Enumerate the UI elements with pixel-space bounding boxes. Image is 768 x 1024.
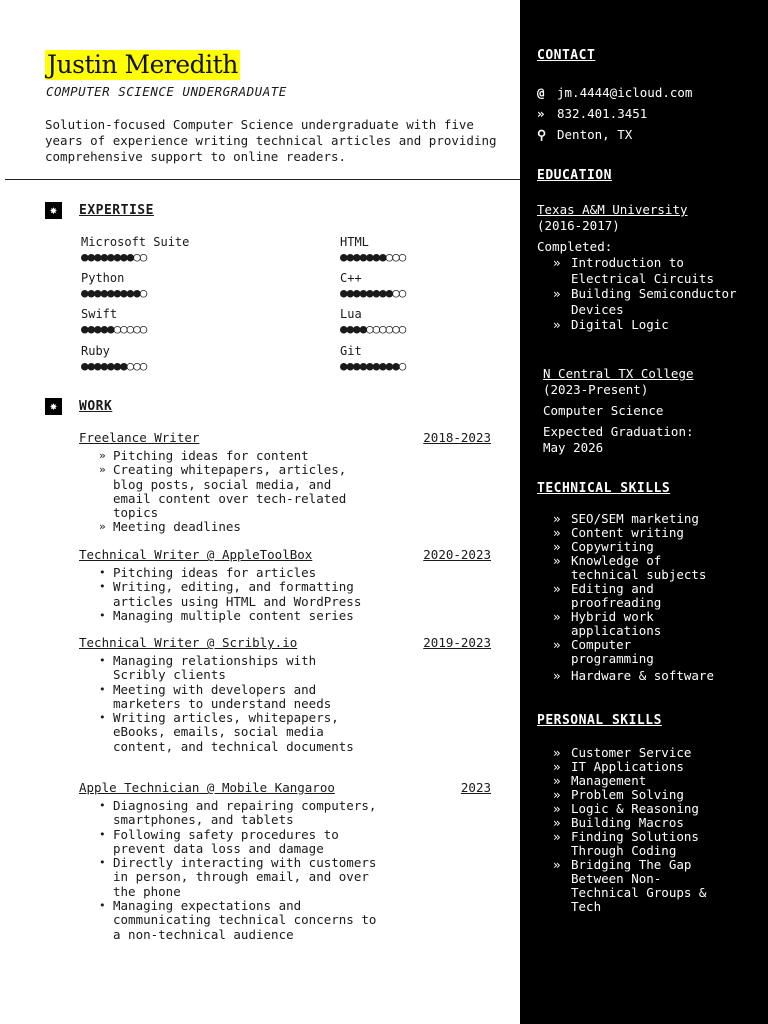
list-item: » Digital Logic [553, 317, 743, 333]
job-entry [79, 430, 491, 535]
list-item: » SEO/SEM marketing [553, 512, 763, 526]
list-item: » Introduction to Electrical Circuits [553, 255, 743, 286]
skill-rating: ●●●●●○○○○○ [81, 321, 147, 336]
list-item: » Computer programming [553, 638, 681, 666]
job-title: Technical Writer @ Scribly.io [79, 635, 298, 650]
list-item: • Meeting with developers and marketers to understand needs [99, 683, 374, 712]
list-item: » Pitching ideas for content [99, 449, 369, 463]
skill-item [340, 344, 405, 373]
expertise-heading: EXPERTISE [79, 203, 154, 218]
personal-skills-heading: PERSONAL SKILLS [537, 713, 662, 728]
job-entry [79, 635, 491, 754]
skill-label: Git [340, 344, 362, 358]
list-item: • Writing, editing, and formatting articles using HTML and WordPress [99, 580, 389, 609]
at-icon: @ [537, 85, 545, 100]
skill-label: Ruby [81, 344, 110, 358]
list-item: • Managing multiple content series [99, 609, 389, 623]
skill-label: Swift [81, 307, 118, 321]
list-item: » Management [553, 774, 763, 788]
list-item: • Pitching ideas for articles [99, 566, 389, 580]
skill-rating: ●●●●●●●●○○ [340, 285, 406, 300]
job-dates: 2019-2023 [423, 635, 491, 650]
personal-skills-list [553, 746, 763, 914]
list-item: • Managing expectations and communicating technical concerns to a non-technical audience [99, 899, 389, 942]
candidate-name: Justin Meredith [47, 50, 238, 79]
job-title: Technical Writer @ AppleToolBox [79, 547, 313, 562]
asterisk-icon: ✸ [45, 398, 62, 415]
list-item: • Writing articles, whitepapers, eBooks, emails, social media content, and technical documents [99, 711, 374, 754]
list-item: » Editing and proofreading [553, 582, 681, 610]
list-item: » Hybrid work applications [553, 610, 681, 638]
skill-label: C++ [340, 271, 362, 285]
list-item: » Bridging The Gap Between Non-Technical Groups & Tech [553, 858, 721, 914]
school-dates: (2023-Present) [543, 382, 649, 397]
skill-item [81, 307, 146, 336]
list-item: » Meeting deadlines [99, 520, 369, 534]
skill-label: Microsoft Suite [81, 235, 190, 249]
job-dates: 2020-2023 [423, 547, 491, 562]
job-entry [79, 780, 491, 942]
list-item: • Following safety procedures to prevent data loss and damage [99, 828, 389, 857]
education-heading: EDUCATION [537, 168, 612, 183]
school-name: Texas A&M University [537, 202, 688, 217]
skill-rating: ●●●●●●●●●○ [340, 358, 406, 373]
list-item: » Copywriting [553, 540, 763, 554]
job-title: Freelance Writer [79, 430, 200, 445]
summary-text: Solution-focused Computer Science undergraduate with five years of experience writing technical articles and providing comprehensive support to online readers. [45, 117, 497, 164]
skill-item [340, 307, 405, 336]
course-list [553, 255, 743, 333]
graduation-date: Expected Graduation: May 2026 [543, 424, 694, 455]
list-item: » Building Macros [553, 816, 763, 830]
program-name: Computer Science [543, 403, 664, 418]
completed-label: Completed: [537, 239, 613, 254]
list-item: • Directly interacting with customers in person, through email, and over the phone [99, 856, 389, 899]
list-item: » Logic & Reasoning [553, 802, 763, 816]
chevron-icon: » [537, 106, 545, 121]
candidate-subtitle: COMPUTER SCIENCE UNDERGRADUATE [46, 84, 287, 99]
divider [5, 179, 520, 180]
list-item: • Managing relationships with Scribly clients [99, 654, 374, 683]
technical-skills-heading: TECHNICAL SKILLS [537, 481, 671, 496]
list-item: » Creating whitepapers, articles, blog posts, social media, and email content over tech-related topics [99, 463, 369, 520]
job-entry [79, 547, 491, 623]
sidebar [520, 0, 768, 1024]
job-title: Apple Technician @ Mobile Kangaroo [79, 780, 335, 795]
contact-location [537, 127, 632, 142]
list-item: » Problem Solving [553, 788, 763, 802]
skill-label: Lua [340, 307, 362, 321]
list-item: » Knowledge of technical subjects [553, 554, 721, 582]
skill-rating: ●●●●●●●●●○ [81, 285, 147, 300]
skill-rating: ●●●●○○○○○○ [340, 321, 406, 336]
asterisk-icon: ✸ [45, 202, 62, 219]
list-item: » Customer Service [553, 746, 763, 760]
skill-label: HTML [340, 235, 369, 249]
job-dates: 2023 [460, 780, 491, 795]
location-text: Denton, TX [557, 127, 633, 142]
skill-item [81, 344, 146, 373]
list-item: » Content writing [553, 526, 763, 540]
list-item: » Hardware & software [553, 669, 763, 683]
skill-rating: ●●●●●●●○○○ [81, 358, 147, 373]
contact-email [537, 85, 692, 100]
pin-icon: ⚲ [537, 127, 547, 142]
list-item: • Diagnosing and repairing computers, smartphones, and tablets [99, 799, 389, 828]
skill-label: Python [81, 271, 125, 285]
list-item: » IT Applications [553, 760, 763, 774]
technical-skills-list [553, 512, 763, 683]
job-dates: 2018-2023 [423, 430, 491, 445]
skill-rating: ●●●●●●●○○○ [340, 249, 406, 264]
contact-heading: CONTACT [537, 48, 596, 63]
school-name: N Central TX College [543, 366, 694, 381]
skill-item [81, 271, 146, 300]
phone-text: 832.401.3451 [557, 106, 648, 121]
contact-phone [537, 106, 647, 121]
school-dates: (2016-2017) [537, 218, 620, 233]
skill-rating: ●●●●●●●●○○ [81, 249, 147, 264]
list-item: » Finding Solutions Through Coding [553, 830, 721, 858]
list-item: » Building Semiconductor Devices [553, 286, 743, 317]
skill-item [340, 235, 405, 264]
skill-item [81, 235, 189, 264]
email-text: jm.4444@icloud.com [557, 85, 693, 100]
skill-item [340, 271, 405, 300]
work-heading: WORK [79, 399, 113, 414]
